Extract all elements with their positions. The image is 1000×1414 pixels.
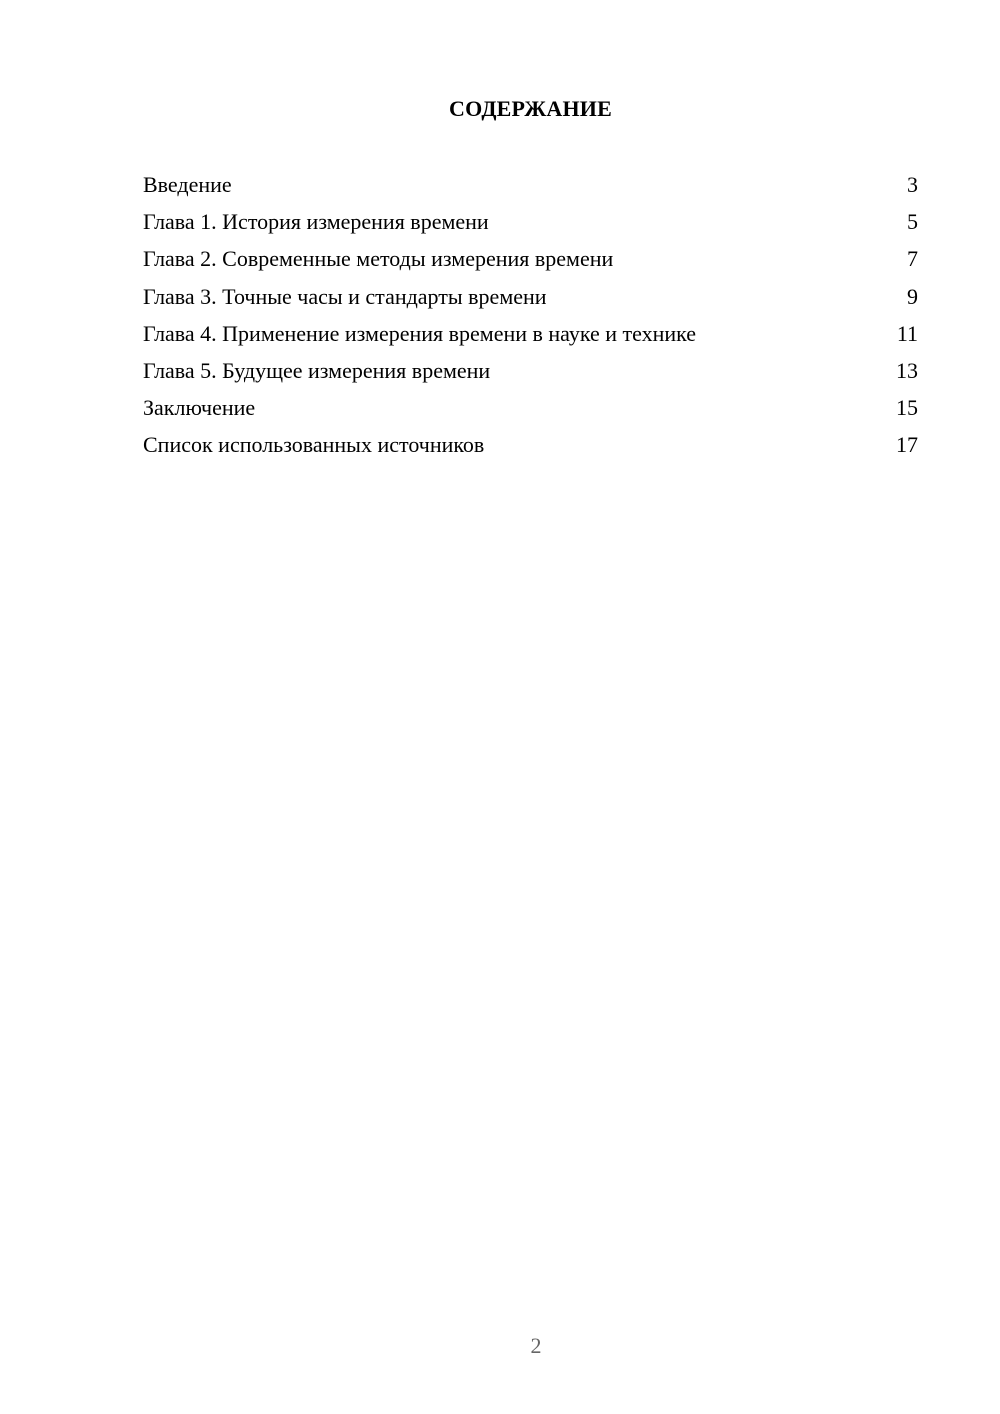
toc-entry-title: Введение	[143, 172, 232, 197]
toc-entry-page-number: 15	[896, 395, 918, 421]
toc-entry-title: Глава 2. Современные методы измерения времени	[143, 246, 614, 272]
toc-entry	[143, 206, 918, 243]
toc-entry-page-number: 7	[907, 246, 918, 272]
toc-entry-page-number: 3	[907, 172, 918, 197]
toc-entry-page-number: 13	[896, 357, 918, 383]
toc-heading: СОДЕРЖАНИЕ	[449, 96, 612, 121]
page-number: 2	[530, 1333, 542, 1358]
toc-entry-title: Глава 1. История измерения времени	[143, 209, 489, 235]
toc-entry-page-number: 17	[896, 432, 918, 458]
toc-entry-page-number: 5	[907, 209, 918, 235]
toc-entry	[143, 281, 918, 318]
toc-entry-title: Заключение	[143, 395, 256, 421]
toc-entry	[143, 169, 918, 206]
toc-entry	[143, 318, 918, 355]
toc-entry	[143, 429, 918, 466]
table-of-contents	[143, 169, 918, 467]
toc-entry-page-number: 9	[907, 283, 918, 309]
toc-entry	[143, 355, 918, 392]
toc-entry-title: Глава 5. Будущее измерения времени	[143, 357, 491, 383]
toc-entry-title: Глава 4. Применение измерения времени в науке и технике	[143, 320, 697, 346]
toc-entry	[143, 392, 918, 429]
toc-entry-page-number: 11	[896, 320, 918, 346]
toc-entry-title: Глава 3. Точные часы и стандарты времени	[143, 283, 547, 309]
toc-entry-title: Список использованных источников	[143, 432, 485, 458]
toc-entry	[143, 243, 918, 280]
